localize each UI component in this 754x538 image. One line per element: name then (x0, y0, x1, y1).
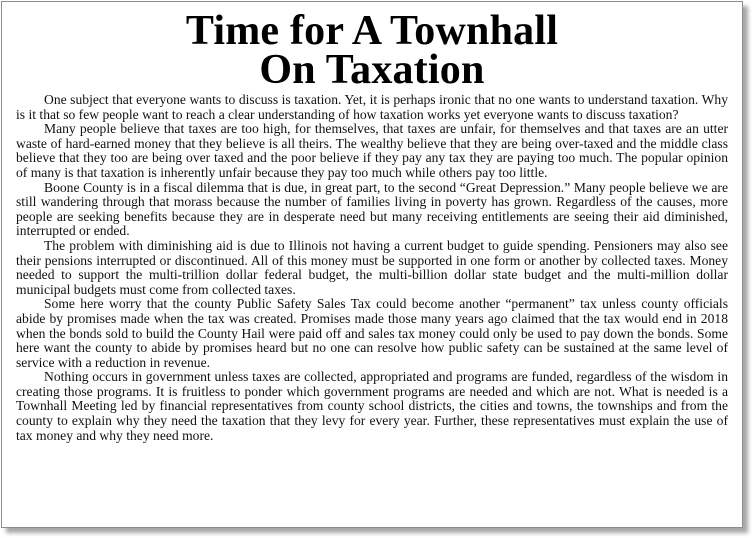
paragraph-2: Many people believe that taxes are too high, for themselves, that taxes are unfair, for themselves and that taxes are an utter waste of hard-earned money that they believe is all theirs. The wealthy believe that they are being over-taxed and the middle class believe that they too are being over taxed and the poor believe if they pay any tax they are paying too much. The popular opinion of many is that taxation is inherently unfair because they pay too much while others pay too little. (16, 121, 728, 180)
title-line-2: On Taxation (259, 47, 485, 93)
paragraph-1: One subject that everyone wants to discuss is taxation. Yet, it is perhaps ironic that no one wants to understand taxation. Why is it that so few people want to reach a clear understanding of how taxation works yet everyone wants to discuss taxation? (16, 92, 728, 122)
article-title (2, 2, 742, 93)
title-line-1: Time for A Townhall (185, 8, 559, 54)
paragraph-5: Some here worry that the county Public Safety Sales Tax could become another “permanent” tax unless county officials abide by promises made when the tax was created. Promises made those many years ago claimed that the tax would end in 2018 when the bonds sold to build the County Hail were paid off and sales tax money could only be used to pay down the bonds. Some here want the county to abide by promises heard but no one can resolve how public safety can be sustained at the same level of service with a reduction in revenue. (16, 296, 728, 370)
paragraph-3: Boone County is in a fiscal dilemma that is due, in great part, to the second “Great Depression.” Many people believe we are still wandering through that morass because the number of families living in poverty has grown. Regardless of the causes, more people are seeking benefits because they are in desperate need but many receiving entitlements are seeing their aid diminished, interrupted or ended. (16, 179, 728, 239)
article-frame (1, 1, 743, 528)
paragraph-6: Nothing occurs in government unless taxes are collected, appropriated and programs are funded, regardless of the wisdom in creating those programs. It is fruitless to ponder which government programs are needed and which are not. What is needed is a Townhall Meeting led by financial representatives from county school districts, the cities and towns, the townships and from the county to explain why they need the taxation that they levy for every year. Further, these representatives must explain the use of tax money and why they need more. (16, 369, 728, 443)
article-body (2, 93, 742, 443)
paragraph-4: The problem with diminishing aid is due to Illinois not having a current budget to guide spending. Pensioners may also see their pensions interrupted or discontinued. All of this money must be supported in one form or another by collected taxes. Money needed to support the multi-trillion dollar federal budget, the multi-billion dollar state budget and the multi-million dollar municipal budgets must come from collected taxes. (16, 237, 728, 297)
